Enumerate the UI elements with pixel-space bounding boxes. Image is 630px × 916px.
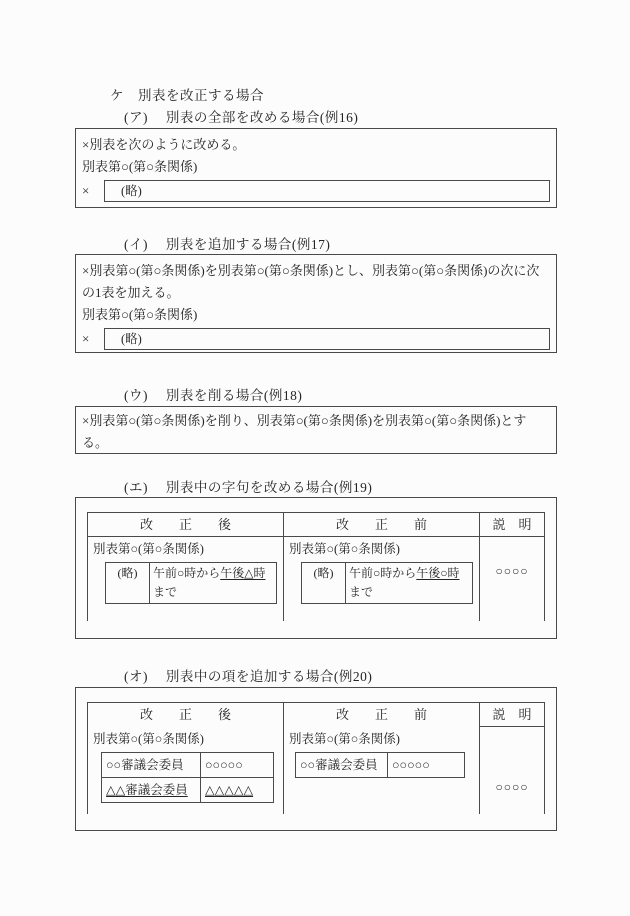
- comparison-header-row: [87, 512, 545, 537]
- before-caption: 別表第○(第○条関係): [289, 732, 400, 746]
- table-row-added: [102, 777, 273, 802]
- note-cell: [480, 727, 545, 814]
- comparison-header-row: [87, 702, 545, 727]
- table-placeholder-row: [82, 328, 550, 350]
- omitted-table-box: [104, 328, 550, 350]
- after-time-text: [150, 563, 276, 603]
- committee-name: △△審議会委員: [102, 778, 201, 802]
- committee-value: △△△△△: [205, 783, 254, 797]
- time-suffix: まで: [349, 585, 374, 599]
- omitted-label: (略): [121, 184, 142, 198]
- committee-value: ○○○○○: [392, 758, 430, 772]
- committee-name: ○○審議会委員: [296, 753, 388, 777]
- heading-example17: (イ) 別表を追加する場合(例17): [124, 237, 331, 252]
- before-committee-table: [295, 752, 465, 778]
- omitted-table-box: [104, 180, 550, 202]
- heading-example20: (オ) 別表中の項を追加する場合(例20): [124, 669, 373, 684]
- comparison-table: [87, 512, 545, 621]
- amend-sentence-line2: の1表を加える。: [82, 285, 180, 300]
- table-caption: 別表第○(第○条関係): [82, 159, 198, 174]
- header-before: 改 正 前: [284, 512, 480, 537]
- after-cell: [87, 537, 284, 621]
- note-text: ○○○○: [495, 780, 529, 794]
- note-cell: [480, 537, 545, 621]
- before-sample-table: [301, 562, 473, 604]
- time-changed: 午後○時: [416, 566, 460, 580]
- table-placeholder-row: [82, 180, 550, 202]
- example20-box: [75, 687, 557, 831]
- table-caption: 別表第○(第○条関係): [82, 307, 198, 322]
- heading-example16: (ア) 別表の全部を改める場合(例16): [124, 110, 359, 125]
- amend-sentence-line2: る。: [82, 435, 109, 450]
- x-marker: ×: [82, 331, 90, 346]
- header-note: 説 明: [480, 702, 545, 727]
- after-caption: 別表第○(第○条関係): [93, 732, 204, 746]
- before-time-text: [346, 563, 472, 603]
- omitted-label: (略): [121, 332, 142, 346]
- time-prefix: 午前○時から: [153, 566, 221, 580]
- before-cell: [284, 727, 480, 814]
- amend-sentence-line1: ×別表第○(第○条関係)を削り、別表第○(第○条関係)を別表第○(第○条関係)とす: [82, 413, 527, 428]
- note-text: ○○○○: [495, 564, 529, 578]
- heading-example18: (ウ) 別表を削る場合(例18): [124, 388, 303, 403]
- heading-example19: (エ) 別表中の字句を改める場合(例19): [124, 480, 373, 495]
- before-caption: 別表第○(第○条関係): [289, 542, 400, 556]
- comparison-body-row: [87, 537, 545, 621]
- after-caption: 別表第○(第○条関係): [93, 542, 204, 556]
- table-row: [102, 753, 273, 777]
- omitted-label: (略): [106, 563, 150, 603]
- header-note: 説 明: [480, 512, 545, 537]
- heading-amend-table: ケ 別表を改正する場合: [110, 88, 264, 103]
- amend-sentence-line1: ×別表第○(第○条関係)を別表第○(第○条関係)とし、別表第○(第○条関係)の次に次: [82, 263, 540, 278]
- header-after: 改 正 後: [87, 512, 284, 537]
- header-before: 改 正 前: [284, 702, 480, 727]
- amend-sentence: ×別表を次のように改める。: [82, 137, 246, 152]
- time-changed: 午後△時: [220, 566, 266, 580]
- header-after: 改 正 後: [87, 702, 284, 727]
- after-cell: [87, 727, 284, 814]
- example16-box: [75, 128, 557, 208]
- x-marker: ×: [82, 183, 90, 198]
- comparison-body-row: [87, 727, 545, 814]
- after-sample-table: [105, 562, 277, 604]
- omitted-label: (略): [302, 563, 346, 603]
- comparison-table: [87, 702, 545, 814]
- committee-value: ○○○○○: [205, 758, 243, 772]
- example19-box: [75, 497, 557, 639]
- committee-name: ○○審議会委員: [102, 753, 201, 777]
- time-prefix: 午前○時から: [349, 566, 417, 580]
- table-row: [296, 753, 464, 777]
- example18-box: [75, 406, 557, 454]
- before-cell: [284, 537, 480, 621]
- time-suffix: まで: [153, 585, 178, 599]
- example17-box: [75, 254, 557, 353]
- after-committee-table: [101, 752, 274, 803]
